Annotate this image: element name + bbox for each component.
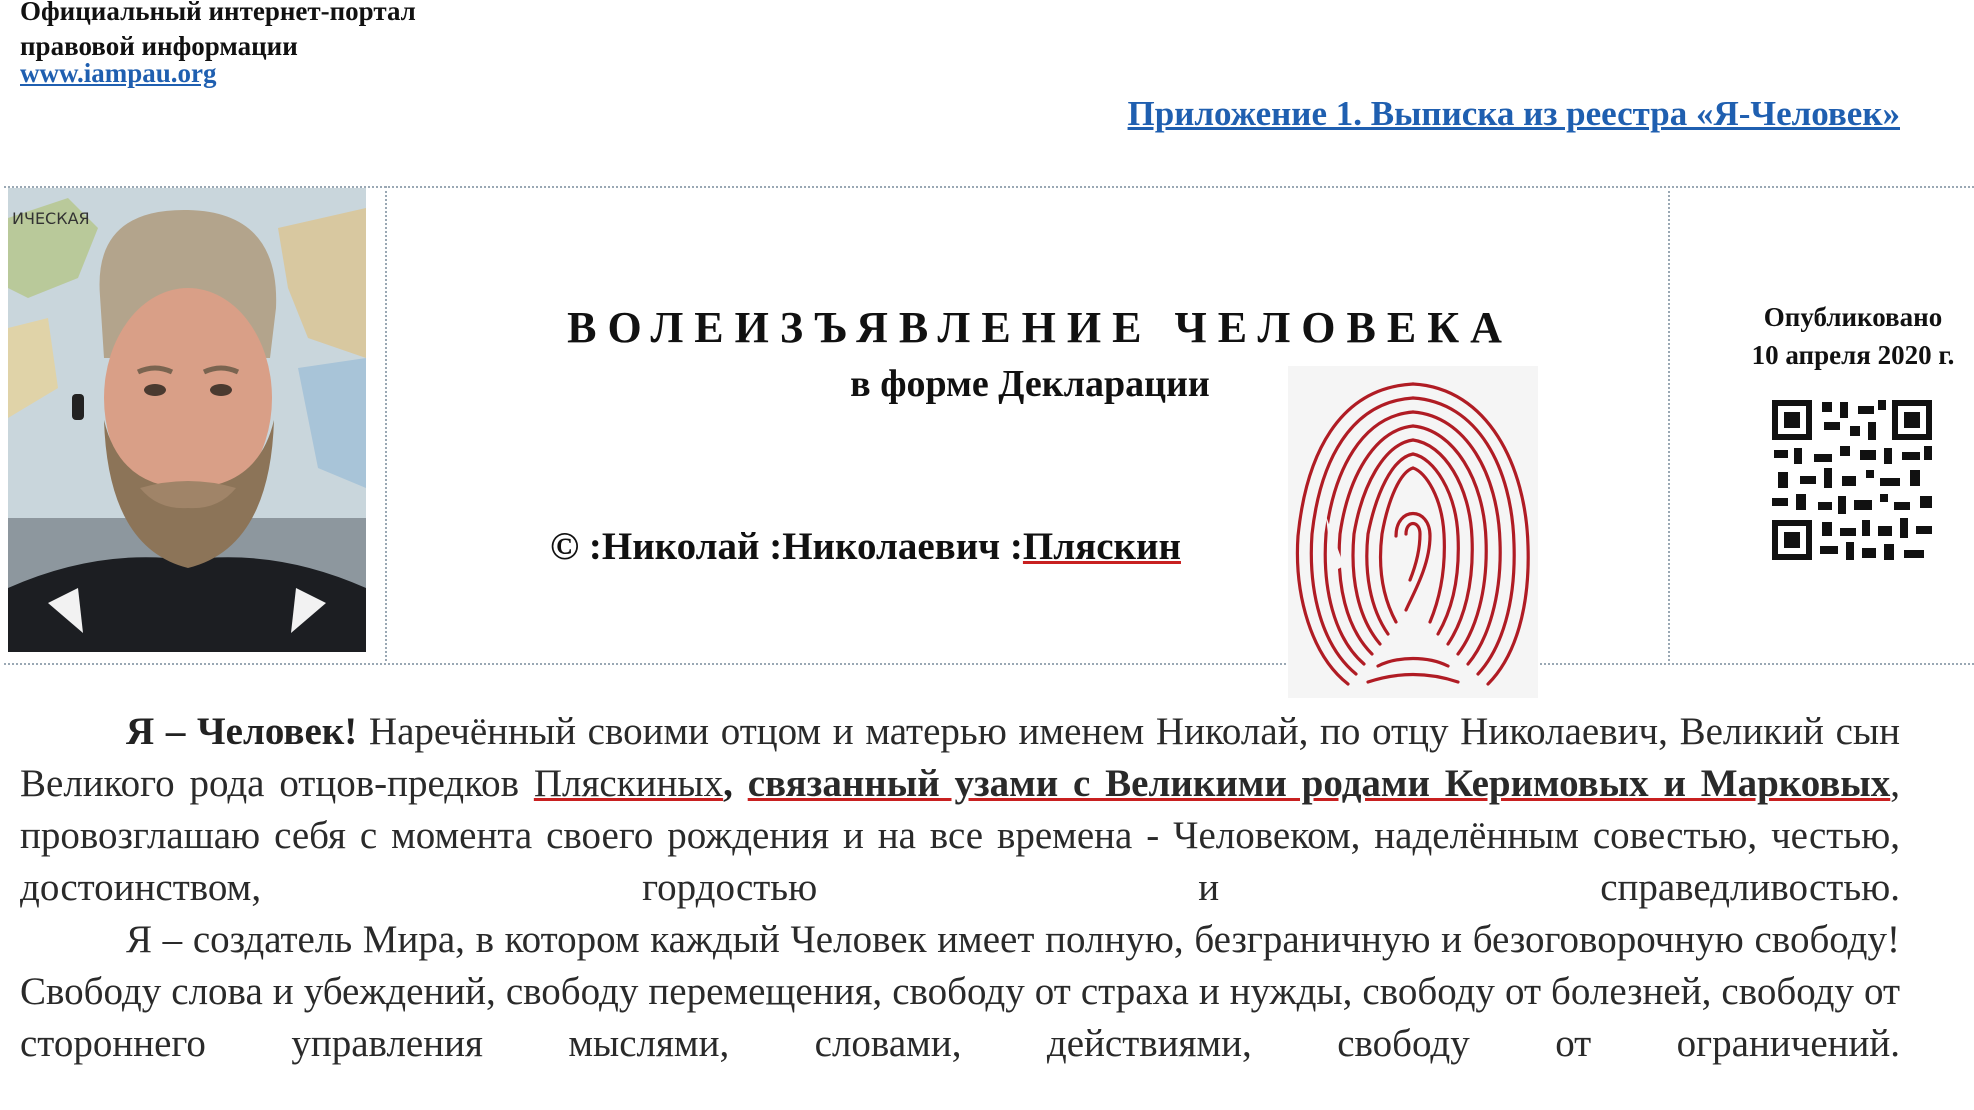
paragraph-2: Я – создатель Мира, в котором каждый Человек имеет полную, безграничную и безоговорочную свободу! Свободу слова и убеждений, свободу перемещения, свободу от страха и нужды, свободу от болезней, свободу от стороннего управления мыслями, словами, действиями, свободу от ограничений. [20,918,1900,1065]
signature-name: © :Николай :Николаевич : [550,525,1023,568]
declaration-subtitle: в форме Декларации [850,363,1210,405]
paragraph-1-text1: Наречённый своими отцом и матерью именем Николай, по отцу Николаевич, Великий сын Великого рода отцов-предков [20,710,1900,805]
fingerprint-icon [1288,366,1538,698]
publication-label: Опубликовано [1763,302,1943,332]
portrait-photo [8,188,366,652]
paragraph-1-families: связанный узами с Великими родами Керимовых и Марковых [747,762,1891,805]
portal-link[interactable]: www.iampau.org [20,58,217,88]
paragraph-1-lead: Я – Человек! [126,710,358,753]
map-caption: ИЧЕСКАЯ [12,209,90,228]
signature-line [550,524,1181,569]
column-divider-left [385,186,387,661]
paragraph-1-surname: Пляскиных [533,762,724,805]
publication-date: 10 апреля 2020 г. [1751,340,1955,370]
paragraph-1-space [733,762,748,805]
publication-info [1680,298,1974,374]
paragraph-1 [20,706,1900,914]
paragraph-1-comma: , [723,762,733,805]
appendix-link[interactable]: Приложение 1. Выписка из реестра «Я-Человек» [1127,94,1900,133]
declaration-title: ВОЛЕИЗЪЯВЛЕНИЕ ЧЕЛОВЕКА [567,303,1513,352]
signature-surname: Пляскин [1022,525,1181,568]
portal-name-line1: Официальный интернет-портал [20,0,416,26]
portal-name-line2: правовой информации [20,31,298,61]
portal-name [20,0,416,64]
qr-code-icon[interactable] [1770,398,1934,562]
paragraph-1-text2: , провозглашаю себя с момента своего рождения и на все времена - Человеком, наделённым совестью, честью, достоинством, гордостью и справедливостью. [20,762,1901,909]
column-divider-right [1668,186,1670,661]
declaration-body [20,706,1900,1070]
